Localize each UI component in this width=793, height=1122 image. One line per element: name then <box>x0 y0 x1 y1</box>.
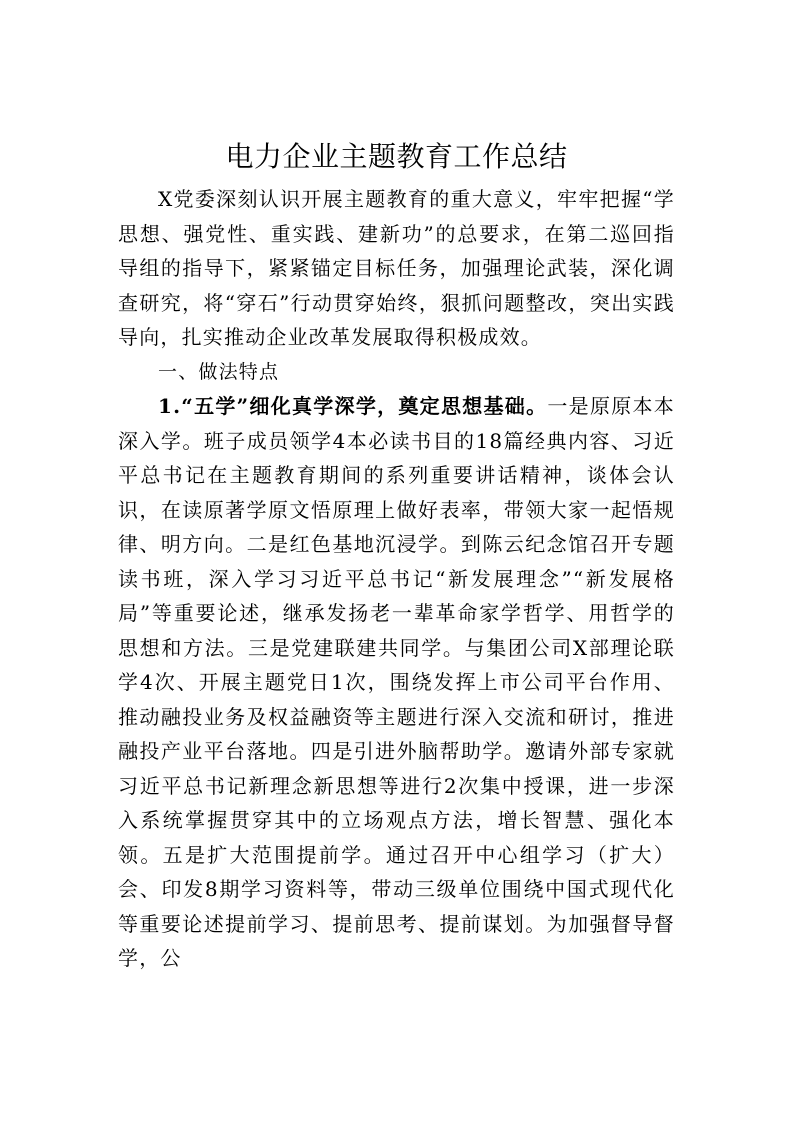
point-1-paragraph <box>118 389 675 976</box>
document-body <box>118 132 675 976</box>
point-1-lead: 1.“五学”细化真学深学，奠定思想基础。 <box>158 394 548 418</box>
point-1-body: 一是原原本本深入学。班子成员领学4本必读书目的18篇经典内容、习近平总书记在主题教育期间的系列重要讲话精神，谈体会认识，在读原著学原文悟原理上做好表率，带领大家一起悟规律、明方向。二是红色基地沉浸学。到陈云纪念馆召开专题读书班，深入学习习近平总书记“新发展理念”“新发展格局”等重要论述，继承发扬老一辈革命家学哲学、用哲学的思想和方法。三是党建联建共同学。与集团公司X部理论联学4次、开展主题党日1次，围绕发挥上市公司平台作用、推动融投业务及权益融资等主题进行深入交流和研讨，推进融投产业平台落地。四是引进外脑帮助学。邀请外部专家就习近平总书记新理念新思想等进行2次集中授课，进一步深入系统掌握贯穿其中的立场观点方法，增长智慧、强化本领。五是扩大范围提前学。通过召开中心组学习（扩大）会、印发8期学习资料等，带动三级单位围绕中国式现代化等重要论述提前学习、提前思考、提前谋划。为加强督导督学，公 <box>118 394 676 970</box>
intro-paragraph: X党委深刻认识开展主题教育的重大意义，牢牢把握“学思想、强党性、重实践、建新功”的总要求，在第二巡回指导组的指导下，紧紧锚定目标任务，加强理论武装，深化调查研究，将“穿石”行动贯穿始终，狠抓问题整改，突出实践导向，扎实推动企业改革发展取得积极成效。 <box>118 187 675 349</box>
document-title: 电力企业主题教育工作总结 <box>225 140 568 173</box>
section-heading: 一、做法特点 <box>158 360 280 383</box>
